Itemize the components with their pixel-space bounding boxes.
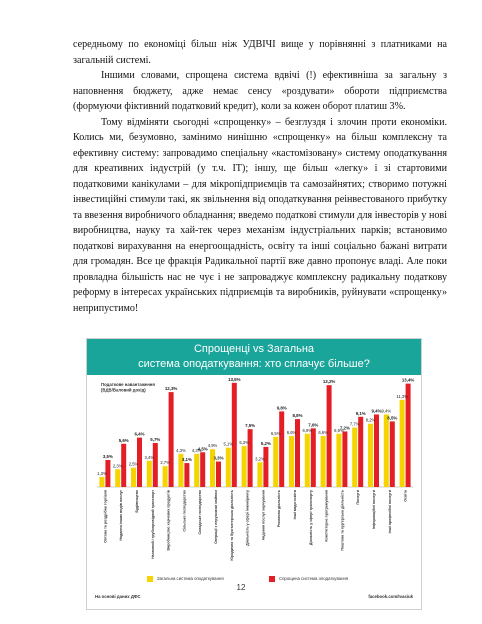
data-label-general: 8,2% xyxy=(365,417,376,423)
bar-general xyxy=(257,462,262,487)
data-label-general: 2,5% xyxy=(128,461,139,467)
bar-simplified xyxy=(327,385,332,487)
x-tick-label: Операції з нерухомим майном xyxy=(214,490,218,544)
data-label-simplified: 13,5% xyxy=(228,376,241,382)
data-label-general: 6,6% xyxy=(318,430,328,436)
data-label-general: 3,2% xyxy=(255,456,265,462)
data-label-simplified: 4,5% xyxy=(197,446,208,452)
bar-general xyxy=(242,446,247,487)
data-label-simplified: 7,2% xyxy=(339,425,350,431)
bar-general xyxy=(368,424,373,487)
data-label-general: 6,9% xyxy=(334,427,344,433)
data-label-simplified: 9,8% xyxy=(276,405,287,411)
data-label-general: 3,4% xyxy=(144,454,155,460)
x-tick-label: Діяльність у сфері транспорту xyxy=(308,490,313,546)
bar-general xyxy=(163,466,168,487)
x-tick-label: Будівництво xyxy=(135,490,139,513)
data-label-general: 11,3% xyxy=(396,393,408,399)
x-tick-label: Комп'ютерне програмування xyxy=(324,490,329,542)
data-label-general: 6,5% xyxy=(270,430,281,436)
data-label-simplified: 8,5% xyxy=(387,415,398,421)
paragraph-3: Тому відміняти сьогодні «спрощенку» – безглуздя і злочин проти економіки. Колись ми, безумовно, замінимо нинішню «спрощенку» на більш комплексну та ефективну систему: запровадимо спеціальну «кастомізовану» систему оподаткування для креативних індустрій (у т.ч. ІТ); іншу, ще більш «легку» і зі стартовими податковими канікулами – для мікропідприємців та самозайнятих; створимо потужні інвестиційні стимули такі, як звільнення від оподаткування реінвестованого прибутку та ввезення виробничого обладнання; введемо податкові стимули для інвесторів у нові виробництва, науку та хай-тек через механізм індустріальних парків; встановимо податкові вирахування на енергоощадність, освіту та інші соціально бажані витрати для громадян. Все це фракція Радикальної партії вже давно пропонує владі. Але поки провладна більшість нас не чує і не запроваджує комплексну радикальну податкову реформу в інтересах українських підприємців та виробників, руйнувати «спрощенку» неприпустимо! xyxy=(73,116,447,314)
bar-general xyxy=(273,437,278,487)
bar-simplified xyxy=(169,392,174,487)
bar-general xyxy=(289,436,294,487)
bar-general xyxy=(147,461,152,487)
data-label-simplified: 9,1% xyxy=(355,410,366,416)
data-label-simplified: 7,5% xyxy=(245,423,256,429)
data-label-general: 4,3% xyxy=(176,447,186,453)
infographic-title-line1: Спрощенці vs Загальна xyxy=(193,343,315,355)
data-label-simplified: 6,4% xyxy=(134,431,145,437)
bar-simplified xyxy=(263,447,268,487)
bar-general xyxy=(384,414,389,487)
x-tick-label: Рекламна діяльність xyxy=(277,490,282,528)
x-tick-label: Інші види освіти xyxy=(293,490,297,520)
data-label-general: 7,7% xyxy=(349,421,360,427)
infographic-title-line2: система оподаткування: хто сплачує більше? xyxy=(138,358,370,370)
x-tick-label: Послуги xyxy=(356,490,361,505)
bar-simplified xyxy=(342,431,347,487)
credit-note: facebook.com/Ivasiuk xyxy=(368,594,413,599)
x-tick-label: Надання інших видів послуг xyxy=(119,490,124,541)
bar-general xyxy=(115,469,120,487)
data-label-simplified: 13,4% xyxy=(401,377,415,383)
legend-swatch-general xyxy=(147,576,153,582)
data-label-general: 4,9% xyxy=(207,443,218,449)
bar-simplified xyxy=(232,383,237,487)
x-tick-label: Інформаційні послуги xyxy=(372,490,376,530)
legend-general: Загальна система оподаткування xyxy=(157,576,224,581)
data-label-general: 4,3% xyxy=(191,447,202,453)
bar-general xyxy=(336,434,341,487)
data-label-simplified: 8,8% xyxy=(292,413,303,419)
data-label-simplified: 3,5% xyxy=(102,454,113,459)
source-note: На основі даних ДФС xyxy=(95,594,141,599)
bar-simplified xyxy=(184,463,189,487)
x-tick-label: Наземний і трубопровідний транспорт xyxy=(150,490,155,559)
bar-simplified xyxy=(200,452,205,487)
legend-swatch-simplified xyxy=(269,576,275,582)
bar-general xyxy=(194,454,199,487)
tax-infographic xyxy=(86,338,422,610)
bar-simplified xyxy=(248,429,253,487)
data-label-simplified: 5,6% xyxy=(118,437,129,443)
paragraph-1: середньому по економіці більш ніж УДВІЧІ вище у порівнянні з платниками на загальній системі. xyxy=(73,39,447,66)
paragraph-2: Іншими словами, спрощена система вдвічі (!) ефективніша за загальну з наповнення бюджету, адже немає сенсу «роздувати» обороти підприємства (формуючи фіктивний податковий кредит), коли за кожен оборот платиш 3%. xyxy=(73,70,447,112)
data-label-general: 2,7% xyxy=(160,460,170,466)
x-tick-label: Виробництво харчових продуктів xyxy=(166,490,171,551)
data-label-general: 1,3% xyxy=(97,470,107,476)
x-tick-label: Надання послуг харчування xyxy=(261,490,266,541)
bar-chart xyxy=(87,339,421,609)
data-label-simplified: 5,2% xyxy=(260,440,271,446)
data-label-general: 6,9% xyxy=(302,427,313,433)
bar-general xyxy=(226,448,231,487)
data-label-simplified: 9,4% xyxy=(371,408,382,414)
x-tick-label: Освіта xyxy=(403,490,408,502)
x-tick-label: Складське господарство xyxy=(198,490,203,535)
bar-simplified xyxy=(311,428,316,487)
bar-general xyxy=(131,468,136,487)
article-text xyxy=(73,37,447,316)
legend-simplified: Спрощена система оподаткування xyxy=(279,576,349,581)
data-label-general: 6,6% xyxy=(286,430,297,436)
bar-simplified xyxy=(279,411,284,487)
bar-simplified xyxy=(153,443,158,487)
x-tick-label: Інші професійні послуги xyxy=(387,490,392,534)
x-tick-label: Оптова та роздрібна торгівля xyxy=(103,490,108,543)
x-tick-label: Юридична та бухгалтерська діяльність xyxy=(229,490,234,561)
data-label-general: 9,4% xyxy=(381,408,392,414)
x-tick-label: Діяльність у сфері інжинірингу xyxy=(245,490,250,546)
bar-general xyxy=(321,436,326,487)
x-tick-label: Поштова та кур'єрська діяльність xyxy=(340,490,345,551)
bar-simplified xyxy=(216,462,221,487)
data-label-simplified: 12,3% xyxy=(164,386,178,392)
data-label-simplified: 3,1% xyxy=(181,457,192,463)
bar-simplified xyxy=(358,417,363,487)
bar-general xyxy=(99,477,104,487)
bar-general xyxy=(305,434,310,487)
x-tick-label: Сільське господарство xyxy=(182,490,187,532)
axis-note: Податкове навантаження (ВДВ/Валовий дохід) xyxy=(101,382,155,393)
data-label-general: 5,1% xyxy=(223,441,234,447)
bar-simplified xyxy=(390,421,395,487)
bar-general xyxy=(400,400,405,487)
data-label-simplified: 3,3% xyxy=(213,455,224,461)
data-label-general: 5,3% xyxy=(239,440,249,446)
data-label-simplified: 5,7% xyxy=(150,437,161,443)
bar-simplified xyxy=(374,414,379,487)
page-number: 12 xyxy=(236,583,246,592)
data-label-general: 2,3% xyxy=(112,463,123,469)
bar-general xyxy=(352,428,357,487)
data-label-simplified: 13,2% xyxy=(322,379,336,385)
data-label-simplified: 7,6% xyxy=(308,422,319,428)
bar-simplified xyxy=(406,384,411,487)
